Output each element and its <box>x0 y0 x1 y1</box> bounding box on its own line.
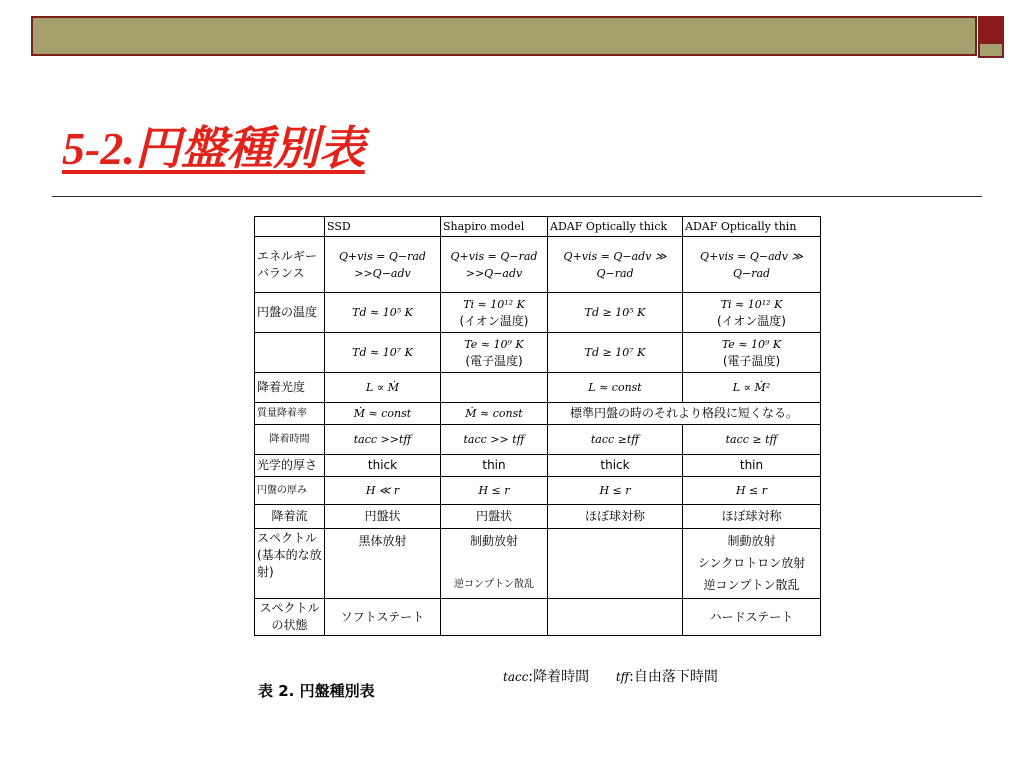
table-cell: thick <box>548 455 683 477</box>
note-symbol: tff <box>615 670 630 684</box>
table-row <box>255 293 821 333</box>
table-cell: ソフトステート <box>325 599 441 636</box>
table-cell: L ≈ const <box>548 373 683 403</box>
table-cell: Q+vis = Q−adv ≫ Q−rad <box>683 237 821 293</box>
table-cell: L ∝ Ṁ² <box>683 373 821 403</box>
table-cell: tacc ≥ tff <box>683 425 821 455</box>
header-row <box>255 217 821 237</box>
table-cell: tacc >>tff <box>325 425 441 455</box>
header-cell: ADAF Optically thin <box>683 217 821 237</box>
table-cell <box>325 293 441 333</box>
table-cell: tacc >> tff <box>441 425 548 455</box>
table-cell <box>441 293 548 333</box>
table-cell: 円盤状 <box>441 505 548 529</box>
table-cell: L ∝ Ṁ <box>325 373 441 403</box>
note-symbol: tacc <box>503 670 529 684</box>
spectrum-line: 逆コンプトン散乱 <box>703 578 800 592</box>
table-cell <box>548 529 683 599</box>
row-label: 降着光度 <box>255 373 325 403</box>
table-cell: H ≤ r <box>548 477 683 505</box>
table-cell <box>441 529 548 599</box>
row-label: 降着時間 <box>255 425 325 455</box>
spectrum-line: シンクロトロン放射 <box>697 556 806 570</box>
table-cell: ほぼ球対称 <box>548 505 683 529</box>
spectrum-line: 制動放射 <box>727 534 776 548</box>
cell-formula: Ti ≈ 10¹² K <box>463 297 525 311</box>
table-cell: Q+vis = Q−rad >>Q−adv <box>441 237 548 293</box>
cell-sub: (イオン温度) <box>716 313 786 328</box>
legend-note <box>503 666 718 686</box>
table-cell <box>441 373 548 403</box>
table-cell <box>548 599 683 636</box>
header-square-dark <box>978 16 1004 42</box>
table-row <box>255 403 821 425</box>
table-cell: H ≤ r <box>441 477 548 505</box>
row-label: 円盤の温度 <box>255 293 325 333</box>
header-cell: SSD <box>325 217 441 237</box>
note-text: :降着時間 <box>528 669 590 685</box>
table-cell <box>325 333 441 373</box>
table-row <box>255 425 821 455</box>
table-cell-merged: 標準円盤の時のそれより格段に短くなる。 <box>548 403 821 425</box>
row-label: 質量降着率 <box>255 403 325 425</box>
table-row <box>255 455 821 477</box>
cell-formula: Te ≈ 10⁹ K <box>464 337 524 351</box>
header-cell: ADAF Optically thick <box>548 217 683 237</box>
table-cell <box>548 333 683 373</box>
cell-formula: Td ≥ 10⁷ K <box>584 346 646 359</box>
table-cell <box>441 333 548 373</box>
row-label <box>255 333 325 373</box>
spectrum-line: 黒体放射 <box>358 534 407 548</box>
cell-formula: Td ≥ 10⁵ K <box>584 306 646 319</box>
table-cell: thin <box>683 455 821 477</box>
table-cell <box>441 599 548 636</box>
table-cell: thin <box>441 455 548 477</box>
header-cell <box>255 217 325 237</box>
table-row <box>255 333 821 373</box>
spectrum-line: 制動放射 <box>469 534 518 548</box>
table-row <box>255 237 821 293</box>
disk-type-table <box>254 216 821 636</box>
row-label: 降着流 <box>255 505 325 529</box>
table-cell <box>683 293 821 333</box>
cell-formula: Ti ≈ 10¹² K <box>720 297 783 311</box>
cell-formula: Td ≈ 10⁵ K <box>352 306 413 319</box>
table-cell: Q+vis = Q−adv ≫ Q−rad <box>548 237 683 293</box>
table-caption: 表 2. 円盤種別表 <box>258 682 375 700</box>
table-cell <box>548 293 683 333</box>
table-cell <box>683 333 821 373</box>
cell-sub: (イオン温度) <box>459 313 529 328</box>
row-label: スペクトルの状態 <box>255 599 325 636</box>
table-row <box>255 599 821 636</box>
table-row <box>255 373 821 403</box>
table-cell: H ≤ r <box>683 477 821 505</box>
row-label: 光学的厚さ <box>255 455 325 477</box>
table-row <box>255 505 821 529</box>
table-cell: ハードステート <box>683 599 821 636</box>
row-label: スペクトル(基本的な放射) <box>255 529 325 599</box>
slide-title: 5-2.円盤種別表 <box>62 123 365 174</box>
header-bar <box>31 16 977 56</box>
row-label: エネルギーバランス <box>255 237 325 293</box>
table-cell: thick <box>325 455 441 477</box>
table-cell: H ≪ r <box>325 477 441 505</box>
table-cell: Ṁ ≈ const <box>441 403 548 425</box>
table-cell: Ṁ ≈ const <box>325 403 441 425</box>
table-cell: tacc ≥tff <box>548 425 683 455</box>
table-cell: ほぼ球対称 <box>683 505 821 529</box>
table-row <box>255 477 821 505</box>
title-rule <box>52 196 982 197</box>
note-text: :自由落下時間 <box>629 669 718 685</box>
table-cell: Q+vis = Q−rad >>Q−adv <box>325 237 441 293</box>
header-cell: Shapiro model <box>441 217 548 237</box>
table-cell: 円盤状 <box>325 505 441 529</box>
table-cell <box>325 529 441 599</box>
spectrum-line: 逆コンプトン散乱 <box>454 579 534 590</box>
cell-formula: Td ≈ 10⁷ K <box>352 346 413 359</box>
cell-sub: (電子温度) <box>722 353 781 368</box>
table-row <box>255 529 821 599</box>
row-label: 円盤の厚み <box>255 477 325 505</box>
table-cell <box>683 529 821 599</box>
header-square-light <box>978 42 1004 58</box>
cell-sub: (電子温度) <box>465 353 523 368</box>
cell-formula: Te ≈ 10⁹ K <box>721 337 782 351</box>
spectrum-line <box>443 552 545 574</box>
